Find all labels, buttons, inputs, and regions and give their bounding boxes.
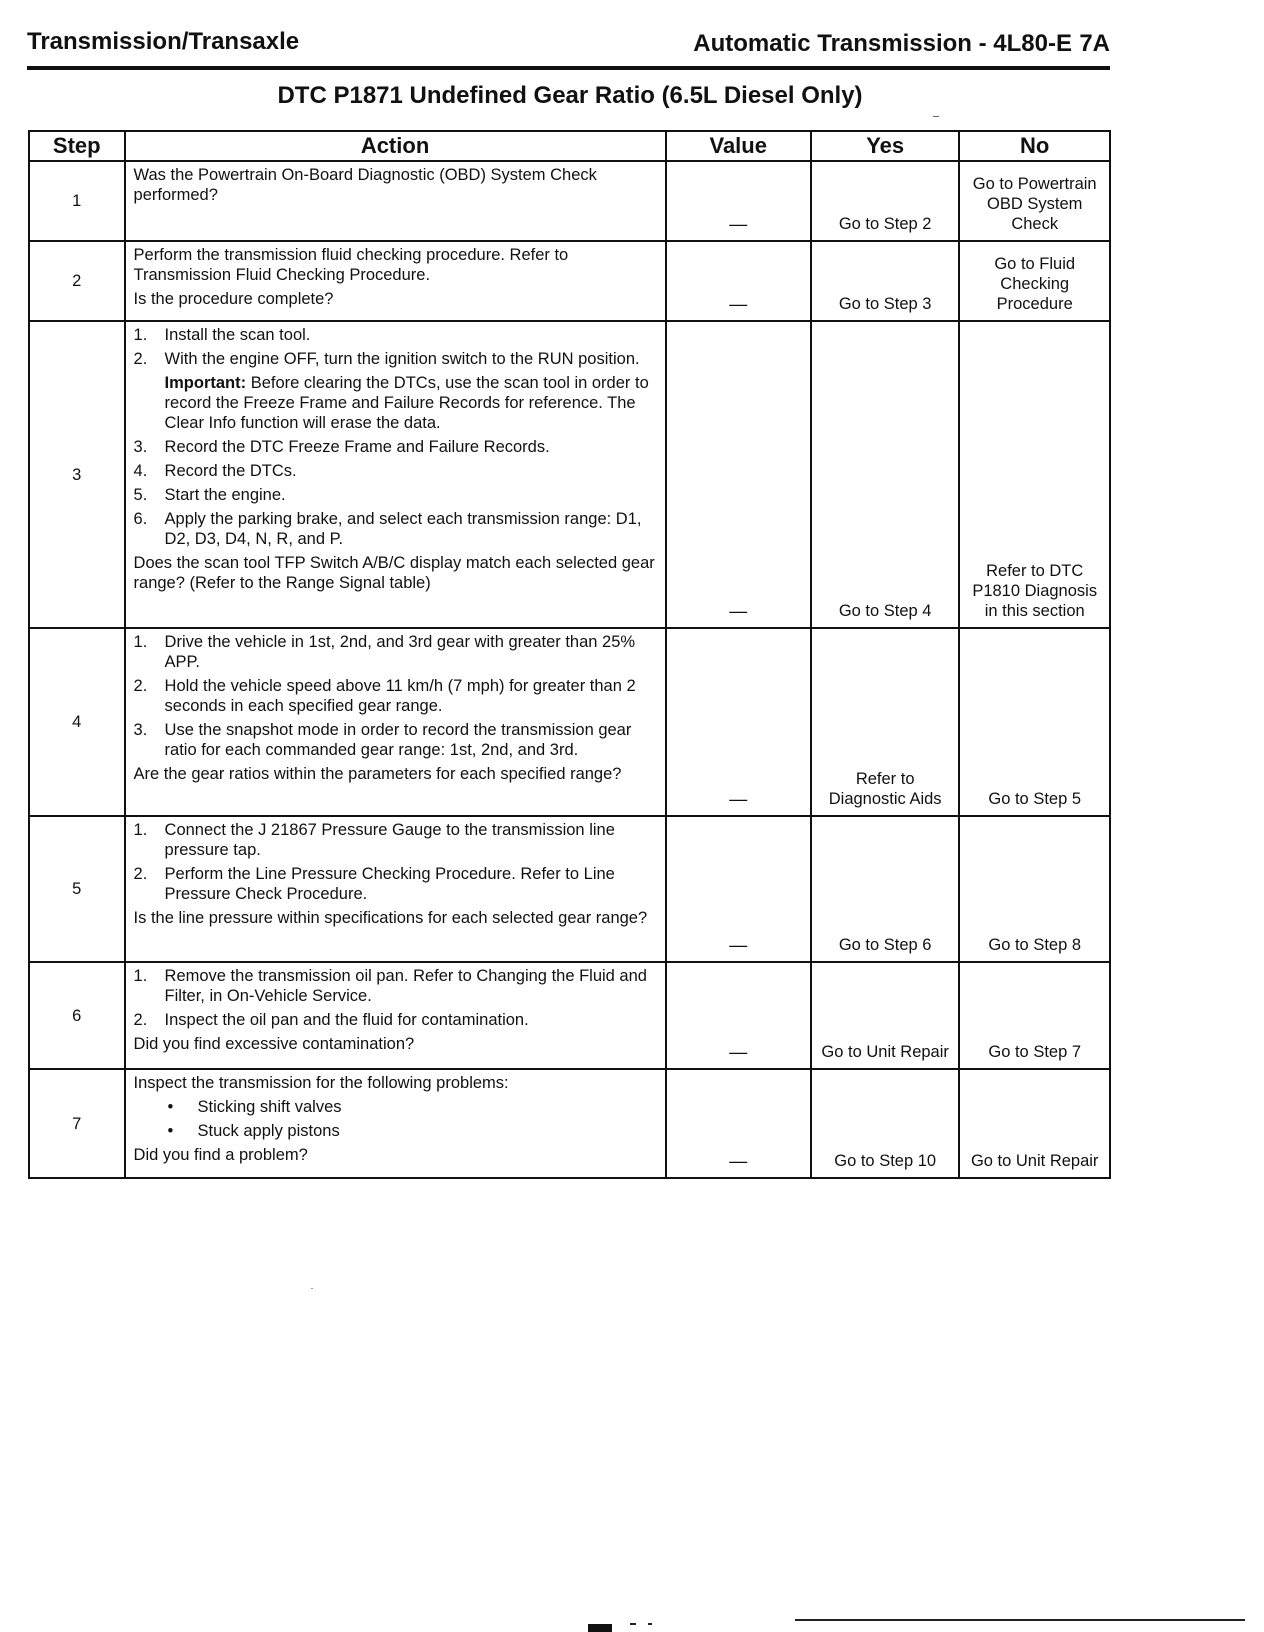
table-row <box>29 962 1110 1069</box>
yes-cell: Go to Step 3 <box>811 241 959 321</box>
yes-cell: Go to Step 4 <box>811 321 959 628</box>
no-cell: Go to Step 8 <box>959 816 1110 962</box>
action-step: 3. Record the DTC Freeze Frame and Failure Records. <box>133 438 550 456</box>
column-header-step: Step <box>29 131 125 161</box>
column-header-value: Value <box>666 131 811 161</box>
action-steps <box>134 437 657 549</box>
important-note: Important: Before clearing the DTCs, use the scan tool in order to record the Freeze Frame and Failure Records for reference. The Clear Info function will erase the data. <box>164 374 649 432</box>
no-cell: Go to Powertrain OBD System Check <box>959 161 1110 241</box>
value-cell: — <box>666 1069 811 1178</box>
value-cell: — <box>666 161 811 241</box>
yes-cell: Go to Step 2 <box>811 161 959 241</box>
step-number: 2 <box>29 241 125 321</box>
diagnostic-table <box>28 130 1111 1179</box>
chapter-number: 7A <box>1079 30 1110 57</box>
action-steps <box>134 820 657 904</box>
table-header-row <box>29 131 1110 161</box>
action-step: 6. Apply the parking brake, and select each transmission range: D1, D2, D3, D4, N, R, and P. <box>133 510 642 548</box>
action-step: 5. Start the engine. <box>133 486 286 504</box>
action-text: Perform the transmission fluid checking procedure. Refer to Transmission Fluid Checking Procedure. <box>133 246 569 284</box>
action-step: 1. Drive the vehicle in 1st, 2nd, and 3rd gear with greater than 25% APP. <box>133 633 636 671</box>
action-question: Does the scan tool TFP Switch A/B/C display match each selected gear range? (Refer to the Range Signal table) <box>133 554 655 592</box>
action-step: 2. With the engine OFF, turn the ignition switch to the RUN position. <box>133 350 640 368</box>
value-cell: — <box>666 816 811 962</box>
action-cell <box>125 241 666 321</box>
action-step: 2. Perform the Line Pressure Checking Procedure. Refer to Line Pressure Check Procedure. <box>133 865 615 903</box>
no-cell: Go to Step 7 <box>959 962 1110 1069</box>
action-cell <box>125 1069 666 1178</box>
decorative-dash <box>933 116 939 117</box>
table-row <box>29 1069 1110 1178</box>
action-question: Is the line pressure within specifications for each selected gear range? <box>133 909 648 927</box>
step-number: 4 <box>29 628 125 816</box>
table-row <box>29 321 1110 628</box>
table-row <box>29 628 1110 816</box>
step-number: 6 <box>29 962 125 1069</box>
action-step: 2. Inspect the oil pan and the fluid for contamination. <box>133 1011 529 1029</box>
action-cell <box>125 628 666 816</box>
step-number: 5 <box>29 816 125 962</box>
value-cell: — <box>666 962 811 1069</box>
action-text: Inspect the transmission for the following problems: <box>133 1074 509 1092</box>
value-cell: — <box>666 628 811 816</box>
action-step: 3. Use the snapshot mode in order to record the transmission gear ratio for each commanded gear range: 1st, 2nd, and 3rd. <box>133 721 632 759</box>
no-cell: Refer to DTC P1810 Diagnosis in this section <box>959 321 1110 628</box>
footer-rule <box>795 1619 1245 1621</box>
footer-dash <box>648 1623 652 1625</box>
problem-list <box>134 1097 657 1141</box>
action-step: 2. Hold the vehicle speed above 11 km/h (7 mph) for greater than 2 seconds in each specified gear range. <box>133 677 636 715</box>
action-question: Was the Powertrain On-Board Diagnostic (OBD) System Check performed? <box>133 166 597 204</box>
no-cell: Go to Unit Repair <box>959 1069 1110 1178</box>
action-question: Are the gear ratios within the parameters for each specified range? <box>133 765 622 783</box>
action-steps <box>134 966 657 1030</box>
yes-cell: Go to Step 6 <box>811 816 959 962</box>
column-header-no: No <box>959 131 1110 161</box>
table-row <box>29 241 1110 321</box>
action-steps <box>134 632 657 760</box>
no-cell: Go to Fluid Checking Procedure <box>959 241 1110 321</box>
column-header-yes: Yes <box>811 131 959 161</box>
column-header-action: Action <box>125 131 666 161</box>
value-cell: — <box>666 321 811 628</box>
yes-cell: Go to Step 10 <box>811 1069 959 1178</box>
action-step: 1. Connect the J 21867 Pressure Gauge to the transmission line pressure tap. <box>133 821 615 859</box>
action-question: Did you find a problem? <box>133 1146 308 1164</box>
value-cell: — <box>666 241 811 321</box>
page-title: DTC P1871 Undefined Gear Ratio (6.5L Diesel Only) <box>277 82 863 109</box>
action-question: Did you find excessive contamination? <box>133 1035 415 1053</box>
action-cell <box>125 321 666 628</box>
footer-mark <box>588 1624 612 1632</box>
action-cell <box>125 161 666 241</box>
action-step: 4. Record the DTCs. <box>133 462 297 480</box>
scan-speck <box>311 1288 313 1289</box>
step-number: 1 <box>29 161 125 241</box>
action-steps <box>134 325 657 369</box>
chapter-title: Automatic Transmission - 4L80-E <box>693 30 1072 57</box>
footer-dash <box>630 1623 636 1625</box>
yes-cell: Refer to Diagnostic Aids <box>811 628 959 816</box>
section-title: Transmission/Transaxle <box>27 28 300 55</box>
table-row <box>29 161 1110 241</box>
action-step: 1. Remove the transmission oil pan. Refer to Changing the Fluid and Filter, in On-Vehicle Service. <box>133 967 647 1005</box>
action-question: Is the procedure complete? <box>133 290 334 308</box>
action-cell <box>125 962 666 1069</box>
no-cell: Go to Step 5 <box>959 628 1110 816</box>
yes-cell: Go to Unit Repair <box>811 962 959 1069</box>
action-cell <box>125 816 666 962</box>
list-item: • Sticking shift valves <box>134 1097 657 1117</box>
list-item: • Stuck apply pistons <box>134 1121 657 1141</box>
table-row <box>29 816 1110 962</box>
step-number: 7 <box>29 1069 125 1178</box>
action-step: 1. Install the scan tool. <box>133 326 311 344</box>
step-number: 3 <box>29 321 125 628</box>
page-header <box>27 28 1110 70</box>
